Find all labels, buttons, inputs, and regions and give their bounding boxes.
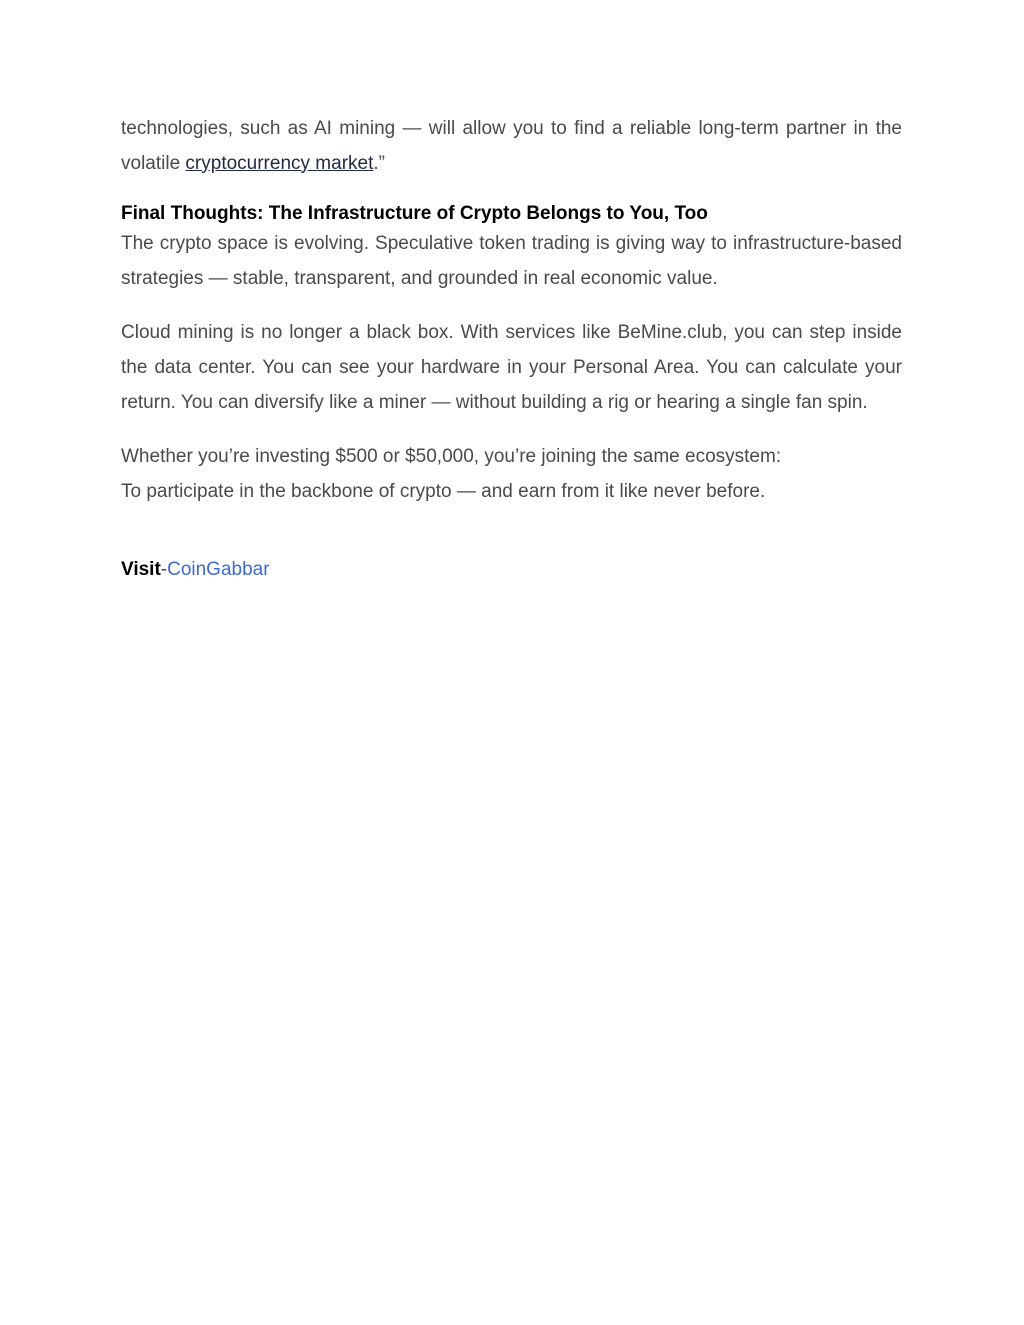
intro-text-before-link: technologies, such as AI mining — will allow you to find a reliable long-term partner in the volatile [121,118,902,174]
intro-paragraph [121,112,902,181]
visit-label: Visit [121,559,161,581]
paragraph-cloud-mining: Cloud mining is no longer a black box. With services like BeMine.club, you can step inside the data center. You can see your hardware in your Personal Area. You can calculate your return. You can diversify like a miner — without building a rig or hearing a single fan spin. [121,322,902,413]
intro-text-after-link: .” [373,152,385,174]
paragraph-investing-line-2: To participate in the backbone of crypto — and earn from it like never before. [121,480,766,502]
cryptocurrency-market-link[interactable]: cryptocurrency market [185,152,374,174]
visit-separator: - [160,559,168,581]
document-page [121,112,902,588]
section-heading: Final Thoughts: The Infrastructure of Crypto Belongs to You, Too [121,203,708,225]
coingabbar-link[interactable]: CoinGabbar [167,559,270,581]
paragraph-investing-line-1: Whether you’re investing $500 or $50,000, you’re joining the same ecosystem: [121,446,782,468]
paragraph-crypto-evolving: The crypto space is evolving. Speculative token trading is giving way to infrastructure-based strategies — stable, transparent, and grounded in real economic value. [121,233,902,289]
visit-line [121,553,902,588]
